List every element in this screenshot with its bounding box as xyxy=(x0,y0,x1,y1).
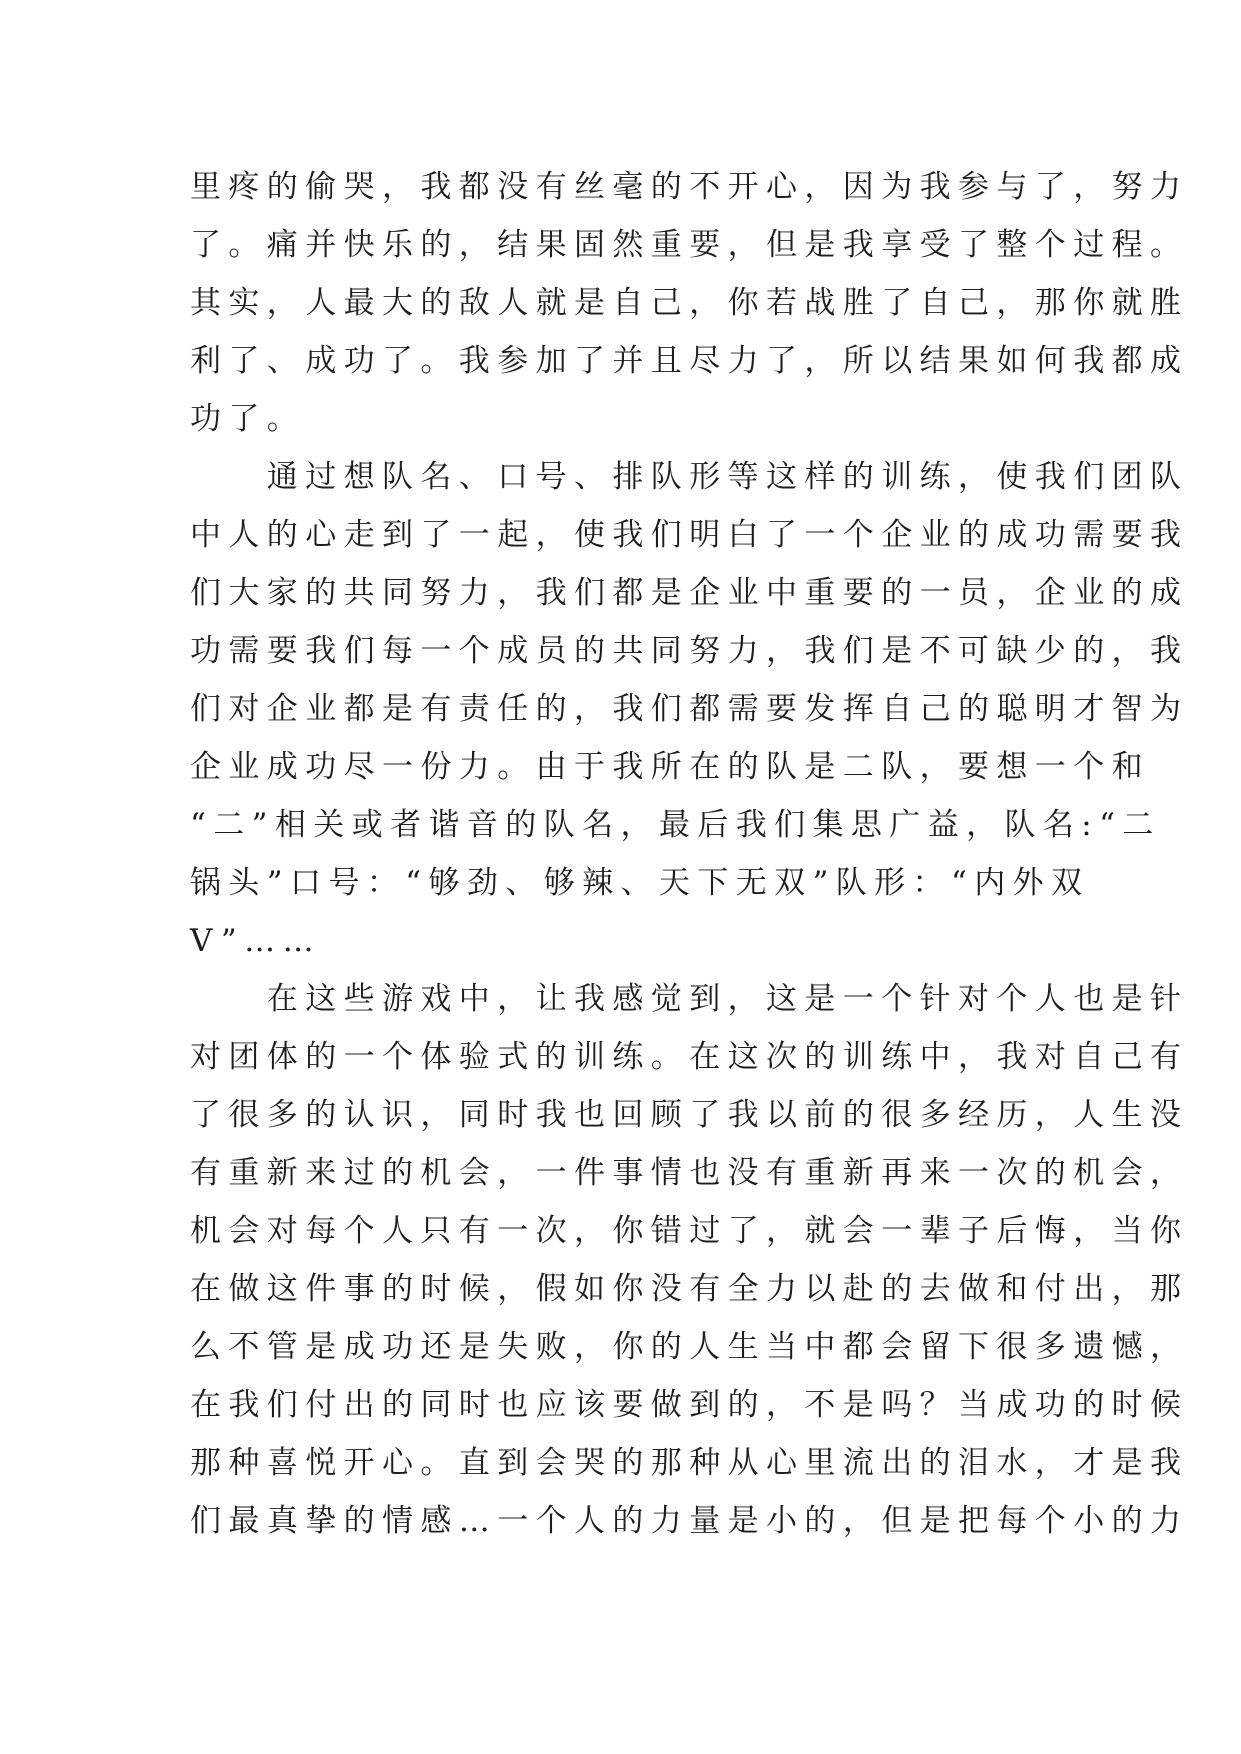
text-line: 那种喜悦开心。直到会哭的那种从心里流出的泪水，才是我 xyxy=(190,1445,1189,1481)
text-line: “二”相关或者谐音的队名，最后我们集思广益，队名:“二 xyxy=(190,807,1161,843)
text-line: 功了。 xyxy=(190,401,306,437)
paragraph-3 xyxy=(190,970,1189,1550)
text-line: 么不管是成功还是失败，你的人生当中都会留下很多遗憾， xyxy=(190,1329,1189,1365)
text-line: 其实，人最大的敌人就是自己，你若战胜了自己，那你就胜 xyxy=(190,285,1189,321)
document-body xyxy=(190,158,1189,1550)
paragraph-2 xyxy=(190,448,1189,970)
text-line: V”…… xyxy=(190,923,321,959)
text-line: 通过想队名、口号、排队形等这样的训练，使我们团队 xyxy=(190,459,1189,495)
text-line: 们大家的共同努力，我们都是企业中重要的一员，企业的成 xyxy=(190,575,1189,611)
text-line: 在我们付出的同时也应该要做到的，不是吗？当成功的时候 xyxy=(190,1387,1189,1423)
paragraph-1 xyxy=(190,158,1189,448)
text-line: 了很多的认识，同时我也回顾了我以前的很多经历，人生没 xyxy=(190,1097,1189,1133)
text-line: 企业成功尽一份力。由于我所在的队是二队，要想一个和 xyxy=(190,749,1150,785)
text-line: 中人的心走到了一起，使我们明白了一个企业的成功需要我 xyxy=(190,517,1189,553)
text-line: 有重新来过的机会，一件事情也没有重新再来一次的机会， xyxy=(190,1155,1189,1191)
text-line: 在做这件事的时候，假如你没有全力以赴的去做和付出，那 xyxy=(190,1271,1189,1307)
text-line: 锅头”口号：“够劲、够辣、天下无双”队形：“内外双 xyxy=(190,865,1090,901)
text-line: 在这些游戏中，让我感觉到，这是一个针对个人也是针 xyxy=(190,981,1189,1017)
text-line: 们最真挚的情感…一个人的力量是小的，但是把每个小的力 xyxy=(190,1503,1189,1539)
text-line: 机会对每个人只有一次，你错过了，就会一辈子后悔，当你 xyxy=(190,1213,1189,1249)
text-line: 对团体的一个体验式的训练。在这次的训练中，我对自己有 xyxy=(190,1039,1189,1075)
text-line: 们对企业都是有责任的，我们都需要发挥自己的聪明才智为 xyxy=(190,691,1189,727)
text-line: 功需要我们每一个成员的共同努力，我们是不可缺少的，我 xyxy=(190,633,1189,669)
text-line: 里疼的偷哭，我都没有丝毫的不开心，因为我参与了，努力 xyxy=(190,169,1189,205)
text-line: 利了、成功了。我参加了并且尽力了，所以结果如何我都成 xyxy=(190,343,1189,379)
text-line: 了。痛并快乐的，结果固然重要，但是我享受了整个过程。 xyxy=(190,227,1189,263)
